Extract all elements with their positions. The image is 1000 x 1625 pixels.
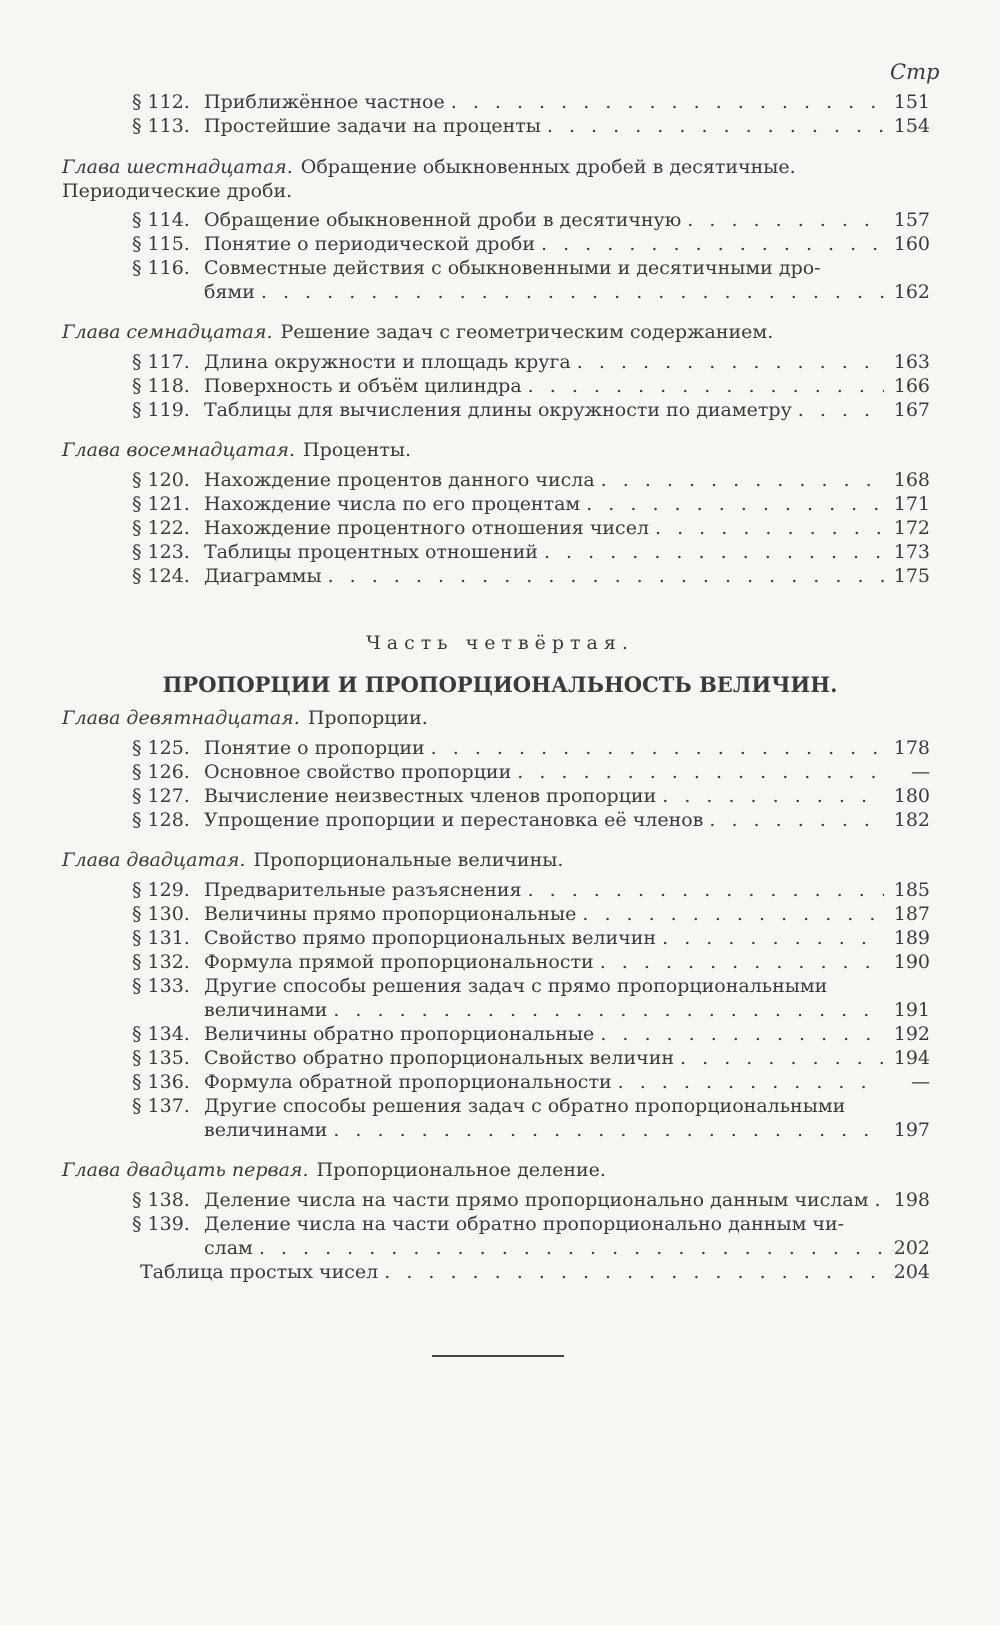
toc-entry: [132, 232, 930, 256]
dot-leader: [517, 760, 884, 784]
section-title: Обращение обыкновенной дроби в десятичную: [204, 209, 682, 231]
dot-leader: [586, 492, 884, 516]
page-number: 202: [893, 1237, 930, 1259]
toc-entry: [132, 808, 930, 832]
section-number: § 114.: [132, 209, 190, 231]
entry-line: [132, 564, 930, 588]
page-number: 189: [893, 927, 930, 949]
section-number: § 137.: [132, 1095, 190, 1117]
section-title: Свойство прямо пропорциональных величин: [204, 927, 657, 949]
dot-leader: [528, 374, 884, 398]
section-number: § 125.: [132, 737, 190, 759]
entry-line: [132, 736, 930, 760]
section-title: Таблица простых чисел: [140, 1261, 379, 1283]
page-number: 194: [893, 1047, 930, 1069]
section-title: Понятие о периодической дроби: [204, 233, 535, 255]
chapter-title: Пропорциональные величины.: [253, 849, 564, 871]
page-number: 197: [893, 1119, 930, 1141]
toc-entry: [132, 564, 930, 588]
page-number: 175: [893, 565, 930, 587]
entry-first-line: [132, 256, 930, 280]
dot-leader: [687, 208, 884, 232]
section-number: § 113.: [132, 115, 190, 137]
page-number: 163: [893, 351, 930, 373]
chapter-title: Пропорции.: [307, 707, 428, 729]
dot-leader: [541, 232, 884, 256]
dot-leader: [328, 564, 884, 588]
toc-entry: [132, 950, 930, 974]
page-number: 180: [893, 785, 930, 807]
dot-leader: [600, 950, 884, 974]
page-number: 198: [893, 1189, 930, 1211]
chapter-heading: [62, 1158, 930, 1182]
section-number: § 115.: [132, 233, 190, 255]
part-title: ПРОПОРЦИИ И ПРОПОРЦИОНАЛЬНОСТЬ ВЕЛИЧИН.: [162, 672, 838, 697]
toc-entry: [132, 902, 930, 926]
toc-entry: [132, 350, 930, 374]
entry-line: [132, 114, 930, 138]
toc-entry: [132, 540, 930, 564]
section-number: § 132.: [132, 951, 190, 973]
section-title-continuation: величинами: [204, 999, 328, 1021]
toc-entry: [132, 1022, 930, 1046]
section-title: Формула обратной пропорциональности: [204, 1071, 612, 1093]
section-title: Диаграммы: [204, 565, 322, 587]
entry-line: [132, 540, 930, 564]
section-number: § 116.: [132, 257, 190, 279]
toc-entry: [132, 516, 930, 540]
section-title: Основное свойство пропорции: [204, 761, 512, 783]
entry-line: [132, 398, 930, 422]
page-number: —: [911, 1071, 930, 1093]
entry-continuation-line: [132, 1118, 930, 1142]
entry-line: [132, 950, 930, 974]
section-number: § 126.: [132, 761, 190, 783]
dot-leader: [544, 540, 884, 564]
page-number: 191: [893, 999, 930, 1021]
page-number: 167: [893, 399, 930, 421]
section-number: § 122.: [132, 517, 190, 539]
section-number: § 130.: [132, 903, 190, 925]
dot-leader: [384, 1260, 884, 1284]
page-number: 171: [893, 493, 930, 515]
section-number: § 134.: [132, 1023, 190, 1045]
section-title: Величины обратно пропорциональные: [204, 1023, 595, 1045]
section-number: § 135.: [132, 1047, 190, 1069]
toc-entry: [132, 492, 930, 516]
chapter-title: Обращение обыкновенных дробей в десятичные. Периодические дроби.: [62, 156, 796, 202]
dot-leader: [709, 808, 884, 832]
page-number: 157: [893, 209, 930, 231]
page-number: 168: [893, 469, 930, 491]
entry-continuation-line: [132, 1236, 930, 1260]
toc-entry: [132, 1212, 930, 1260]
dot-leader: [259, 1236, 884, 1260]
entry-line: [132, 1188, 930, 1212]
chapter-title: Проценты.: [303, 439, 411, 461]
section-title: Величины прямо пропорциональные: [204, 903, 577, 925]
entry-line: [132, 1070, 930, 1094]
section-number: § 123.: [132, 541, 190, 563]
page-column-header: Стр: [890, 60, 940, 84]
page-number: 187: [893, 903, 930, 925]
dot-leader: [333, 998, 884, 1022]
toc-entry: [132, 974, 930, 1022]
entry-first-line: [132, 1094, 930, 1118]
dot-leader: [547, 114, 884, 138]
toc-entry: [132, 926, 930, 950]
entry-line: [132, 926, 930, 950]
section-number: § 139.: [132, 1213, 190, 1235]
section-number: § 118.: [132, 375, 190, 397]
section-number: § 138.: [132, 1189, 190, 1211]
toc-entry: [132, 208, 930, 232]
section-title: Таблицы процентных отношений: [204, 541, 538, 563]
dot-leader: [601, 468, 884, 492]
section-title: Поверхность и объём цилиндра: [204, 375, 522, 397]
entry-line: [140, 1260, 930, 1284]
entry-line: [132, 1046, 930, 1070]
section-number: § 129.: [132, 879, 190, 901]
section-number: § 127.: [132, 785, 190, 807]
entry-line: [132, 90, 930, 114]
dot-leader: [618, 1070, 884, 1094]
section-title: Формула прямой пропорциональности: [204, 951, 594, 973]
section-title: Понятие о пропорции: [204, 737, 425, 759]
chapter-heading: [62, 155, 930, 203]
entry-line: [132, 808, 930, 832]
toc-entry: [132, 1188, 930, 1212]
page-number: 154: [893, 115, 930, 137]
dot-leader: [582, 902, 884, 926]
section-title-continuation: бями: [204, 281, 255, 303]
entry-continuation-line: [132, 280, 930, 304]
section-title-continuation: величинами: [204, 1119, 328, 1141]
chapter-heading: [62, 320, 930, 344]
section-title: Нахождение процентного отношения чисел: [204, 517, 650, 539]
toc-entry: [132, 374, 930, 398]
section-title-continuation: слам: [204, 1237, 253, 1259]
page-number: —: [911, 761, 930, 783]
dot-leader: [600, 1022, 884, 1046]
entry-line: [132, 374, 930, 398]
dot-leader: [680, 1046, 884, 1070]
section-title: Упрощение пропорции и перестановка её членов: [204, 809, 704, 831]
closing-rule: [432, 1355, 564, 1357]
page-number: 172: [893, 517, 930, 539]
toc-entry: [132, 90, 930, 114]
chapter-title: Пропорциональное деление.: [316, 1159, 606, 1181]
section-title: Длина окружности и площадь круга: [204, 351, 571, 373]
toc-entry: [132, 1094, 930, 1142]
section-number: § 112.: [132, 91, 190, 113]
entry-line: [132, 516, 930, 540]
toc-entry: [132, 760, 930, 784]
entry-line: [132, 878, 930, 902]
dot-leader: [655, 516, 884, 540]
section-number: § 136.: [132, 1071, 190, 1093]
page-number: 166: [893, 375, 930, 397]
section-number: § 117.: [132, 351, 190, 373]
section-title: Нахождение процентов данного числа: [204, 469, 595, 491]
section-title: Другие способы решения задач с обратно пропорциональными: [204, 1095, 846, 1117]
section-title: Деление числа на части прямо пропорционально данным числам: [204, 1189, 869, 1211]
entry-line: [132, 468, 930, 492]
toc-entry: [132, 1070, 930, 1094]
entry-continuation-line: [132, 998, 930, 1022]
section-title: Нахождение числа по его процентам: [204, 493, 581, 515]
dot-leader: [662, 784, 884, 808]
section-title: Предварительные разъяснения: [204, 879, 522, 901]
chapter-label: Глава восемнадцатая.: [62, 439, 296, 461]
toc-entry: [132, 1046, 930, 1070]
section-number: § 120.: [132, 469, 190, 491]
chapter-label: Глава шестнадцатая.: [62, 156, 293, 178]
section-number: § 124.: [132, 565, 190, 587]
chapter-heading: [62, 438, 930, 462]
chapter-label: Глава двадцатая.: [62, 849, 246, 871]
section-title: Другие способы решения задач с прямо пропорциональными: [204, 975, 828, 997]
dot-leader: [451, 90, 884, 114]
section-number: § 133.: [132, 975, 190, 997]
section-title: Приближённое частное: [204, 91, 445, 113]
toc-entry: [132, 736, 930, 760]
dot-leader: [662, 926, 884, 950]
toc-entry: [132, 878, 930, 902]
section-title: Вычисление неизвестных членов пропорции: [204, 785, 657, 807]
section-number: § 121.: [132, 493, 190, 515]
entry-line: [132, 760, 930, 784]
dot-leader: [577, 350, 884, 374]
chapter-label: Глава семнадцатая.: [62, 321, 273, 343]
entry-line: [132, 784, 930, 808]
section-number: § 128.: [132, 809, 190, 831]
page-number: 160: [893, 233, 930, 255]
section-title: Свойство обратно пропорциональных величин: [204, 1047, 675, 1069]
section-title: Деление числа на части обратно пропорционально данным чи-: [204, 1213, 845, 1235]
page-number: 190: [893, 951, 930, 973]
part-heading: Часть четвёртая.: [366, 632, 634, 654]
section-number: § 119.: [132, 399, 190, 421]
entry-first-line: [132, 974, 930, 998]
toc-entry: [132, 398, 930, 422]
page-number: 182: [893, 809, 930, 831]
dot-leader: [333, 1118, 884, 1142]
page-number: 173: [893, 541, 930, 563]
toc-entry: [132, 784, 930, 808]
toc-entry: [132, 256, 930, 304]
dot-leader: [261, 280, 884, 304]
page-number: 192: [893, 1023, 930, 1045]
entry-line: [132, 208, 930, 232]
page-number: 185: [893, 879, 930, 901]
entry-line: [132, 350, 930, 374]
chapter-label: Глава двадцать первая.: [62, 1159, 309, 1181]
section-number: § 131.: [132, 927, 190, 949]
entry-line: [132, 232, 930, 256]
toc-appendix-entry: [140, 1260, 930, 1284]
chapter-heading: [62, 706, 930, 730]
dot-leader: [875, 1188, 885, 1212]
entry-line: [132, 1022, 930, 1046]
page-number: 162: [893, 281, 930, 303]
section-title: Таблицы для вычисления длины окружности по диаметру: [204, 399, 792, 421]
entry-line: [132, 492, 930, 516]
entry-line: [132, 902, 930, 926]
section-title: Простейшие задачи на проценты: [204, 115, 541, 137]
dot-leader: [798, 398, 884, 422]
page-number: 204: [893, 1261, 930, 1283]
chapter-label: Глава девятнадцатая.: [62, 707, 300, 729]
dot-leader: [431, 736, 884, 760]
section-title: Совместные действия с обыкновенными и десятичными дро-: [204, 257, 821, 279]
dot-leader: [528, 878, 884, 902]
chapter-title: Решение задач с геометрическим содержанием.: [280, 321, 774, 343]
entry-first-line: [132, 1212, 930, 1236]
toc-entry: [132, 468, 930, 492]
page-number: 178: [893, 737, 930, 759]
toc-entry: [132, 114, 930, 138]
chapter-heading: [62, 848, 930, 872]
page-number: 151: [893, 91, 930, 113]
